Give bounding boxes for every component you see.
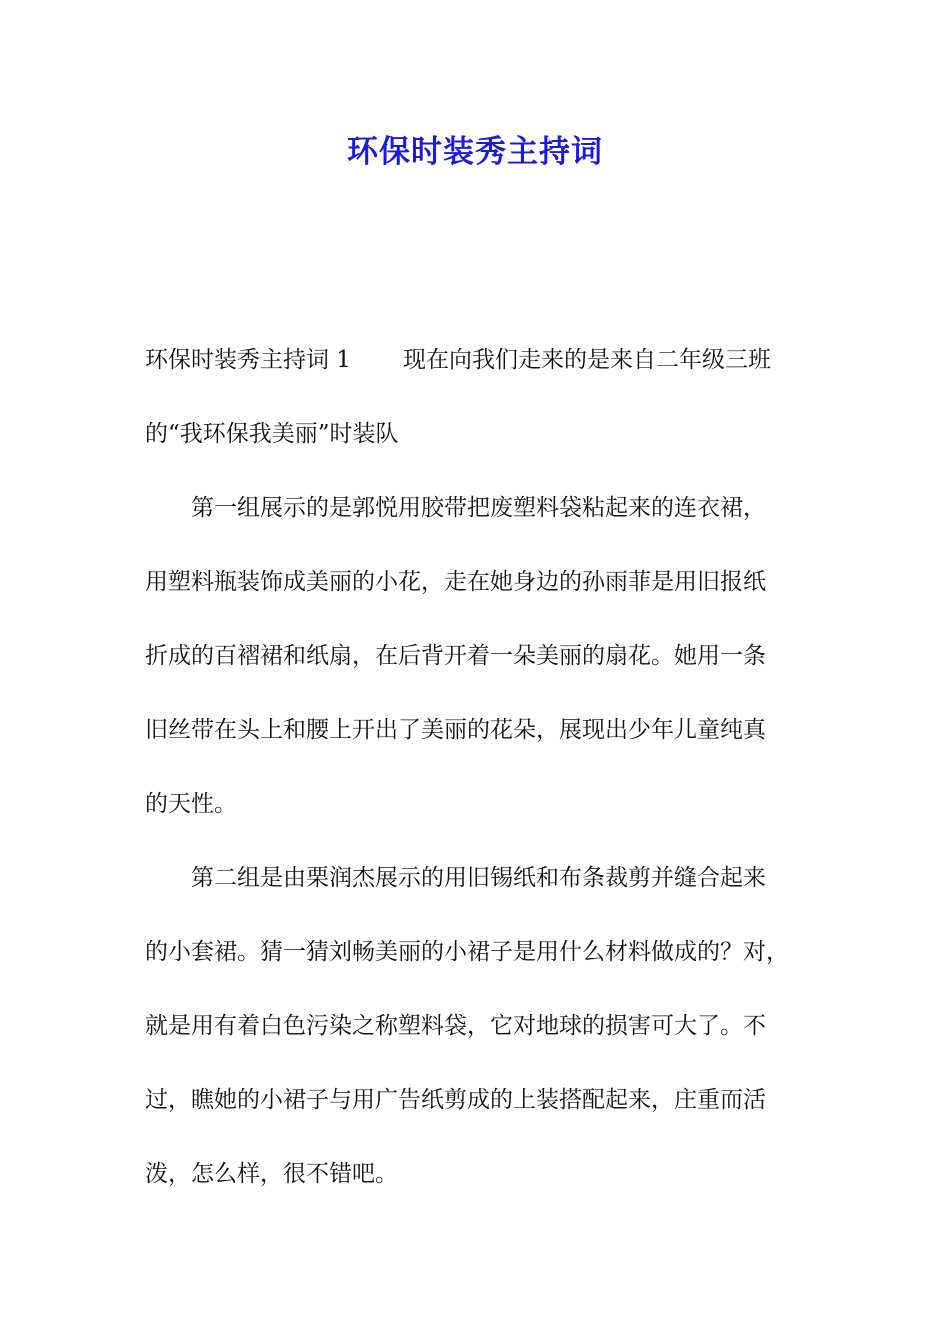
paragraph-line: 折成的百褶裙和纸扇，在后背开着一朵美丽的扇花。她用一条 <box>145 643 766 669</box>
paragraph-line: 泼，怎么样，很不错吧。 <box>145 1161 398 1187</box>
paragraph-line <box>145 332 809 406</box>
paragraph-text: 现在向我们走来的是来自二年级三班 <box>402 347 771 373</box>
paragraph-line: 就是用有着白色污染之称塑料袋，它对地球的损害可大了。不 <box>145 1013 766 1039</box>
paragraph-line: 用塑料瓶装饰成美丽的小花，走在她身边的孙雨菲是用旧报纸 <box>145 569 766 595</box>
section-heading: 环保时装秀主持词 1 <box>145 347 351 373</box>
paragraph-line: 第二组是由栗润杰展示的用旧锡纸和布条裁剪并缝合起来 <box>191 865 766 891</box>
paragraph-line: 第一组展示的是郭悦用胶带把废塑料袋粘起来的连衣裙， <box>191 495 766 521</box>
paragraph-line: 的小套裙。猜一猜刘畅美丽的小裙子是用什么材料做成的？对， <box>145 939 789 965</box>
paragraph-line: 的天性。 <box>145 791 237 817</box>
paragraph-line: 的“我环保我美丽”时装队 <box>145 421 399 447</box>
document-body <box>145 332 809 1220</box>
paragraph-line: 旧丝带在头上和腰上开出了美丽的花朵，展现出少年儿童纯真 <box>145 717 766 743</box>
document-title: 环保时装秀主持词 <box>347 134 603 170</box>
paragraph-line: 过，瞧她的小裙子与用广告纸剪成的上装搭配起来，庄重而活 <box>145 1087 766 1113</box>
